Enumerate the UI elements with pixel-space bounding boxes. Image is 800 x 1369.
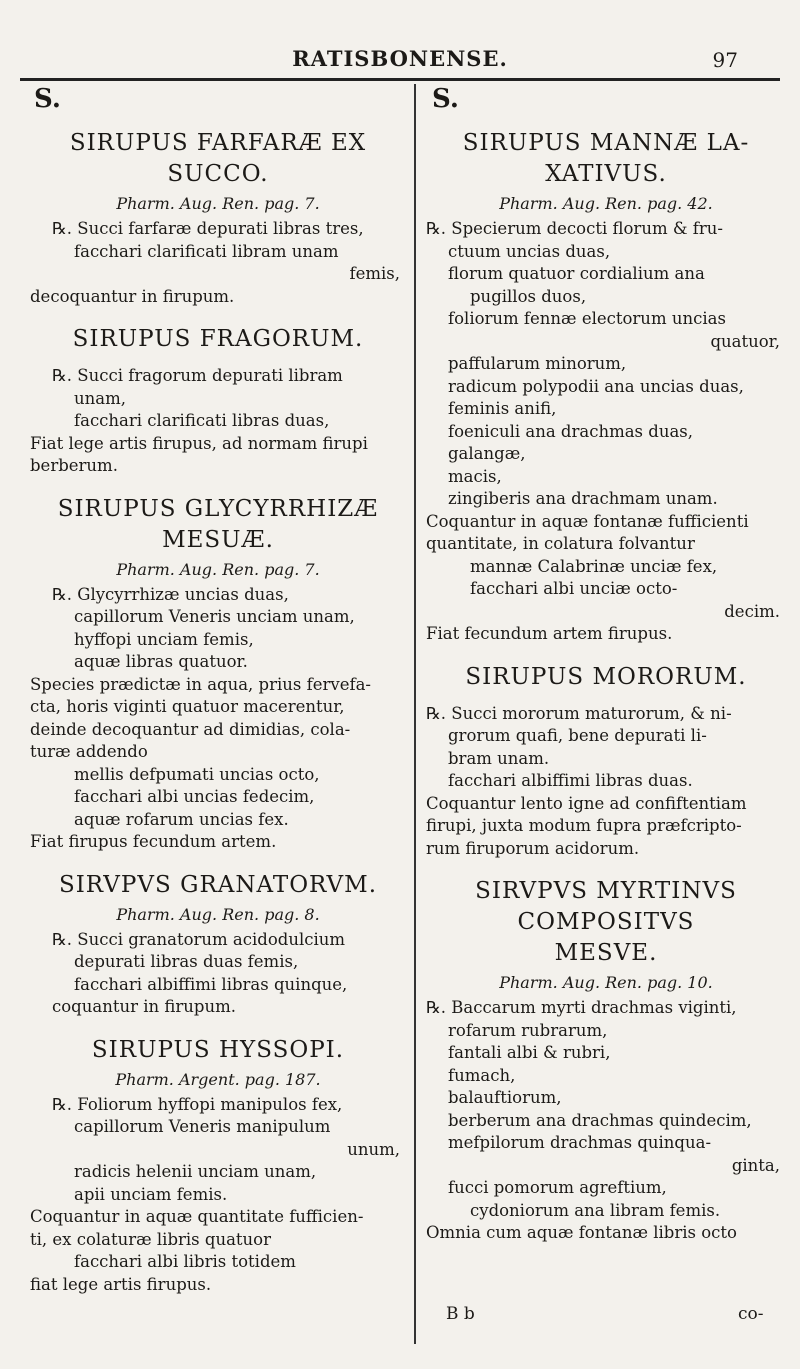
recipe-line: rofarum rubrarum, [448, 1020, 608, 1040]
recipe-line: radicis helenii unciam unam, [74, 1162, 317, 1181]
recipe-line: Fiat firupus fecundum artem. [30, 832, 277, 851]
recipe-line: turæ addendo [30, 742, 148, 761]
recipe-line: Fiat lege artis firupus, ad normam firupi [30, 433, 368, 453]
recipe-line: coquantur in firupum. [52, 997, 236, 1016]
recipe-line: berberum ana drachmas quindecim, [448, 1110, 752, 1130]
recipe-title: SIRUPUS MANNÆ LA- [462, 130, 750, 156]
recipe-title: XATIVUS. [545, 161, 667, 187]
recipe-line: mefpilorum drachmas quinqua- [448, 1133, 712, 1152]
recipe-line: depurati libras duas femis, [74, 952, 299, 971]
recipe-line: facchari clarificati libram unam [74, 241, 339, 261]
recipe-line: foliorum fennæ electorum uncias [448, 309, 726, 328]
recipe-line: ℞. Specierum decocti florum & fru- [426, 219, 723, 238]
recipe-line: foeniculi ana drachmas duas, [448, 421, 694, 441]
recipe-line: bram unam. [448, 748, 550, 768]
header-rule [20, 78, 780, 81]
recipe-line: feminis anifi, [448, 399, 557, 418]
running-title: RATISBONENSE. [292, 46, 508, 71]
recipe-title: SIRVPVS MYRTINVS [475, 878, 737, 904]
page-number: 97 [712, 48, 738, 72]
recipe-section [426, 662, 786, 861]
recipe-line: ℞. Succi mororum maturorum, & ni- [426, 703, 732, 723]
recipe-line: ginta, [731, 1155, 780, 1175]
recipe-title: COMPOSITVS [517, 909, 695, 935]
recipe-line: ℞. Foliorum hyffopi manipulos fex, [52, 1094, 343, 1114]
recipe-line: facchari albiffimi libras duas. [448, 771, 693, 790]
recipe-line: galangæ, [448, 444, 526, 463]
recipe-line: macis, [448, 466, 502, 486]
recipe-line: firupi, juxta modum fupra præfcripto- [426, 816, 742, 835]
recipe-line: hyffopi unciam femis, [74, 629, 254, 649]
recipe-line: pugillos duos, [470, 286, 587, 306]
recipe-title: SUCCO. [167, 161, 269, 187]
recipe-line: fiat lege artis firupus. [30, 1274, 212, 1294]
recipe-line: berberum. [30, 456, 118, 475]
recipe-line: quatuor, [710, 331, 780, 351]
recipe-line: femis, [349, 264, 400, 283]
pharmacopoeia-reference: Pharm. Aug. Ren. pag. 8. [116, 904, 320, 924]
recipe-line: apii unciam femis. [74, 1184, 228, 1204]
recipe-line: facchari albi libris totidem [74, 1252, 296, 1271]
recipe-line: facchari albi unciæ octo- [470, 579, 678, 598]
recipe-line: quantitate, in colatura folvantur [426, 534, 695, 553]
recipe-line: balauftiorum, [448, 1088, 562, 1107]
recipe-title: SIRUPUS FARFARÆ EX [69, 130, 367, 156]
recipe-line: zingiberis ana drachmam unam. [448, 489, 718, 508]
recipe-line: ℞. Succi farfaræ depurati libras tres, [52, 219, 364, 238]
recipe-line: facchari albiffimi libras quinque, [74, 974, 348, 994]
recipe-title: MESUÆ. [162, 526, 274, 553]
recipe-line: unam, [74, 388, 126, 408]
recipe-section [30, 870, 406, 1019]
recipe-line: ti, ex colaturæ libris quatuor [30, 1229, 271, 1249]
recipe-line: capillorum Veneris unciam unam, [74, 607, 355, 626]
section-letter: S. [34, 84, 61, 114]
pharmacopoeia-reference: Pharm. Aug. Ren. pag. 7. [116, 194, 320, 213]
recipe-line: ℞. Baccarum myrti drachmas viginti, [426, 998, 737, 1017]
recipe-line: ctuum uncias duas, [448, 241, 611, 261]
recipe-line: Fiat fecundum artem firupus. [426, 624, 673, 643]
recipe-title: SIRUPUS GLYCYRRHIZÆ [57, 495, 379, 522]
recipe-line: mannæ Calabrinæ unciæ fex, [470, 556, 718, 576]
recipe-line: unum, [347, 1139, 400, 1159]
recipe-line: cta, horis viginti quatuor macerentur, [30, 697, 345, 716]
recipe-line: facchari albi uncias fedecim, [74, 787, 315, 806]
section-letter: S. [432, 84, 459, 114]
recipe-line: ℞. Succi fragorum depurati libram [52, 366, 343, 385]
recipe-line: radicum polypodii ana uncias duas, [448, 376, 744, 396]
recipe-section [426, 876, 786, 1245]
column-divider [414, 84, 416, 1344]
recipe-section [30, 494, 406, 854]
recipe-line: facchari clarificati libras duas, [74, 411, 330, 430]
recipe-line: mellis defpumati uncias octo, [74, 764, 320, 784]
catchword: co- [738, 1304, 764, 1324]
right-column [426, 84, 786, 1245]
recipe-line: Omnia cum aquæ fontanæ libris octo [426, 1223, 737, 1242]
recipe-line: deinde decoquantur ad dimidias, cola- [30, 719, 351, 739]
signature-mark: B b [446, 1304, 475, 1324]
recipe-line: fucci pomorum agreftium, [448, 1178, 667, 1197]
recipe-line: Species prædictæ in aqua, prius fervefa- [30, 674, 371, 694]
recipe-line: Coquantur lento igne ad confiftentiam [426, 793, 747, 813]
recipe-section [30, 1035, 406, 1297]
recipe-line: rum firuporum acidorum. [426, 838, 640, 858]
recipe-title: SIRVPVS GRANATORVM. [58, 871, 378, 898]
recipe-section [30, 324, 406, 478]
recipe-line: ℞. Glycyrrhizæ uncias duas, [52, 584, 289, 604]
recipe-line: cydoniorum ana libram femis. [470, 1200, 721, 1220]
pharmacopoeia-reference: Pharm. Aug. Ren. pag. 10. [499, 973, 713, 992]
pharmacopoeia-reference: Pharm. Aug. Ren. pag. 42. [499, 194, 713, 213]
recipe-section [30, 128, 406, 308]
recipe-line: ℞. Succi granatorum acidodulcium [52, 929, 346, 949]
pharmacopoeia-reference: Pharm. Aug. Ren. pag. 7. [116, 559, 320, 579]
recipe-title: MESVE. [554, 940, 658, 966]
recipe-line: aquæ rofarum uncias fex. [74, 809, 289, 829]
recipe-line: aquæ libras quatuor. [74, 652, 248, 671]
recipe-line: paffularum minorum, [448, 354, 627, 373]
recipe-line: fumach, [448, 1065, 516, 1085]
recipe-line: grorum quafi, bene depurati li- [448, 726, 707, 745]
recipe-line: decim. [724, 601, 780, 621]
recipe-line: Coquantur in aquæ quantitate fufficien- [30, 1207, 364, 1226]
recipe-title: SIRUPUS HYSSOPI. [91, 1036, 345, 1063]
recipe-line: fantali albi & rubri, [448, 1043, 611, 1062]
left-column [30, 84, 406, 1296]
recipe-title: SIRUPUS FRAGORUM. [72, 326, 364, 352]
recipe-title: SIRUPUS MORORUM. [465, 663, 747, 690]
recipe-line: Coquantur in aquæ fontanæ fufficienti [426, 511, 749, 531]
recipe-line: florum quatuor cordialium ana [448, 264, 705, 283]
recipe-section [426, 128, 786, 646]
recipe-line: capillorum Veneris manipulum [74, 1117, 331, 1136]
pharmacopoeia-reference: Pharm. Argent. pag. 187. [115, 1069, 321, 1089]
recipe-line: decoquantur in firupum. [30, 286, 235, 306]
